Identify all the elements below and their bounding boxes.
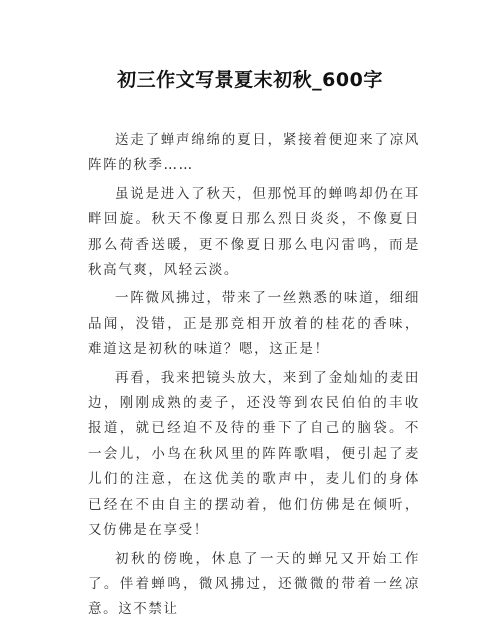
paragraph: 初秋的傍晚，休息了一天的蝉兄又开始工作了。伴着蝉鸣，微风拂过，还微微的带着一丝凉意。这不禁让 [88,550,420,618]
paragraph: 一阵微风拂过，带来了一丝熟悉的味道，细细品闻，没错，正是那竞相开放着的桂花的香味，难道这是初秋的味道？嗯，这正是！ [88,290,420,358]
paragraph: 送走了蝉声绵绵的夏日，紧接着便迎来了凉风阵阵的秋季…… [88,132,420,174]
document-title: 初三作文写景夏末初秋_600字 [117,69,383,91]
document-body [88,128,420,626]
paragraph: 虽说是进入了秋天，但那悦耳的蝉鸣却仍在耳畔回旋。秋天不像夏日那么烈日炎炎，不像夏日那么荷香送暖，更不像夏日那么电闪雷鸣，而是秋高气爽，风轻云淡。 [88,185,420,279]
paragraph: 再看，我来把镜头放大，来到了金灿灿的麦田边，刚刚成熟的麦子，还没等到农民伯伯的丰收报道，就已经迫不及待的垂下了自己的脑袋。不一会儿，小鸟在秋风里的阵阵歌唱，便引起了麦儿们的注意，在这优美的歌声中，麦儿们的身体已经在不由自主的摆动着，他们仿佛是在倾听，又仿佛是在享受！ [88,369,420,539]
